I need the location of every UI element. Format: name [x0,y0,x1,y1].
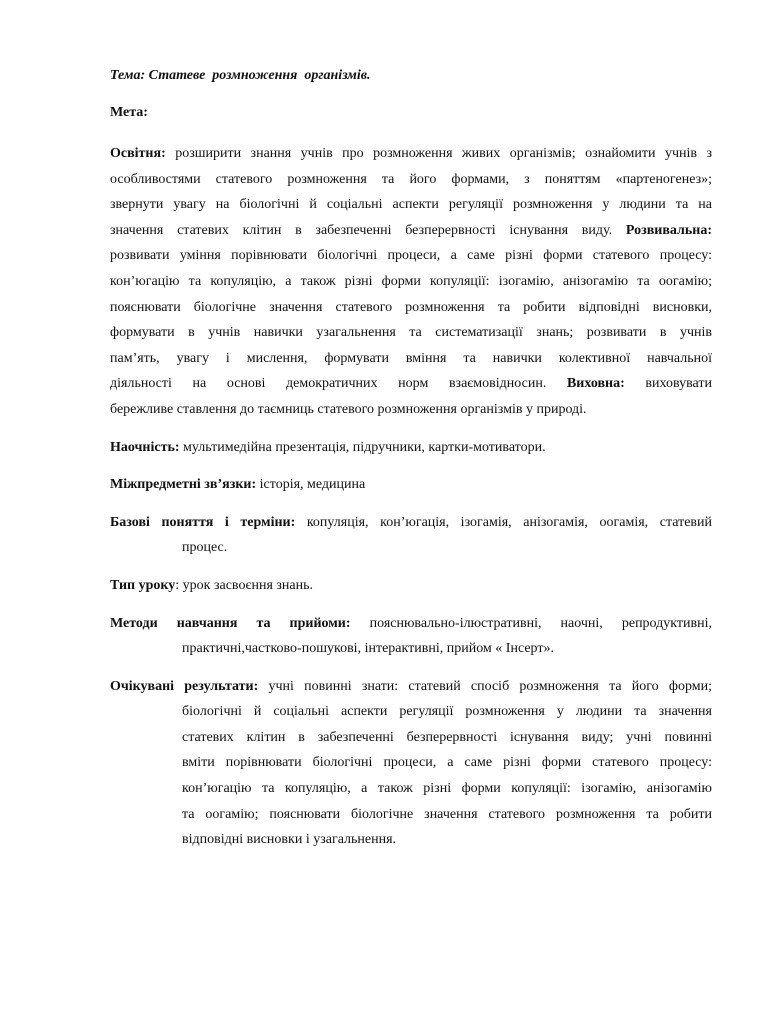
interdisciplinary-paragraph: Міжпредметні зв’язки: історія, медицина [110,477,366,493]
goals-paragraph [110,141,712,423]
results-label: Очікувані результати: [110,678,259,694]
goals-line: пам’ять, увагу і мислення, формувати вміння та навички колективної навчальної [110,350,712,366]
visuals-paragraph: Наочність: мультимедійна презентація, підручники, картки-мотиватори. [110,439,546,455]
methods-label: Методи навчання та прийоми: [110,615,351,631]
goals-line: діяльності на основі демократичних норм взаємовідносин. Виховна: виховувати [110,376,713,392]
methods-paragraph: Методи навчання та прийоми: пояснювально-ілюстративні, наочні, репродуктивні, практичні,частково-пошукові, інтерактивні, прийом « Інсерт». [110,615,712,657]
lesson-type-paragraph: Тип уроку: урок засвоєння знань. [110,577,313,593]
goals-line: бережливе ставлення до таємниць статевого розмноження організмів у природі. [110,401,587,417]
upbringing-label: Виховна: [566,376,625,392]
results-paragraph: Очікувані результати: учні повинні знати: статевий спосіб розмноження та його форми; біологічні й соціальні аспекти регуляції розмноження у людини та значення статевих клітин в забезпеченні безперервності існування виду; учні повинні вміти порівнювати біологічні процеси, а саме різні форми статевого процесу: кон’югацію та копуляцію, а також різні форми копуляції: ізогамію, анізогамію та оогамію; пояснювати біологічне значення статевого розмноження та робити відповідні висновки і узагальнення. [110,678,713,848]
interdisciplinary-label: Міжпредметні зв’язки: [110,477,257,493]
document-page [110,66,712,853]
goal-heading: Мета: [110,105,148,120]
goals-line: значення статевих клітин в забезпеченні безперервності існування виду. Розвивальна: [110,222,712,238]
visuals-label: Наочність: [110,439,180,455]
goals-line: звернути увагу на біологічні й соціальні аспекти регуляції розмноження у людини та на [110,197,712,213]
educational-label: Освітня: [110,146,166,161]
lesson-title: Тема: Статеве розмноження організмів. [110,68,371,83]
goals-line: кон’югацію та копуляцію, а також різні форми копуляції: ізогамію, анізогамію та оогамію; [110,273,712,289]
goals-line: розвивати уміння порівнювати біологічні процеси, а саме різні форми статевого процесу: [110,248,712,264]
goals-line: пояснювати біологічне значення статевого розмноження та робити відповідні висновки, [110,299,712,315]
developmental-label: Розвивальна: [625,222,712,238]
goals-line: формувати в учнів навички узагальнення та систематизації знань; розвивати в учнів [110,325,712,341]
lesson-type-label: Тип уроку [110,577,176,593]
terms-paragraph: Базові поняття і терміни: копуляція, кон’югація, ізогамія, анізогамія, оогамія, статевий процес. [110,514,713,556]
goals-line: Освітня: розширити знання учнів про розмноження живих організмів; ознайомити учнів з [110,146,712,161]
terms-label: Базові поняття і терміни: [110,514,296,530]
goals-line: особливостями статевого розмноження та його формами, з поняттям «партеногенез»; [110,171,712,187]
